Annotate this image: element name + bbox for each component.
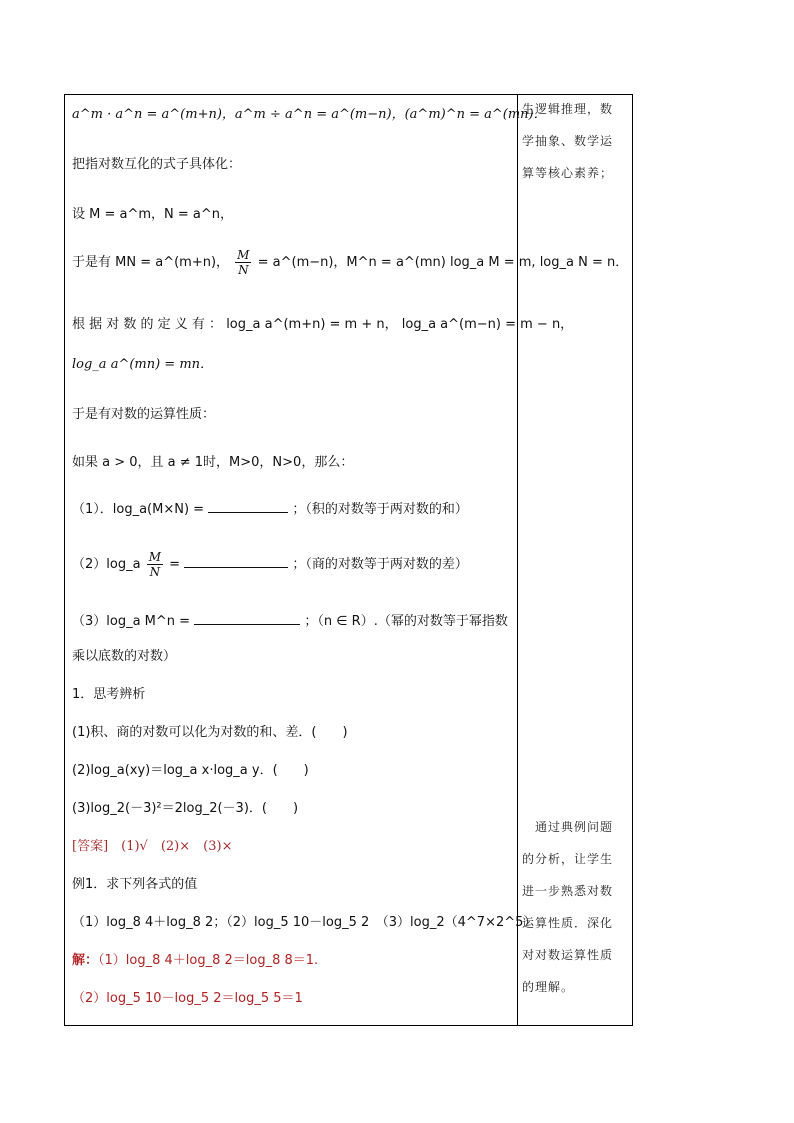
property-2 [72,550,468,579]
fraction-denominator: N [238,263,249,277]
solution-line-1 [72,952,318,970]
fraction-denominator-2: N [149,565,161,579]
column-divider [517,94,518,1026]
concretize-heading: 把指对数互化的式子具体化： [72,157,242,172]
side-note-line: 对对数运算性质 [522,948,614,962]
property-2-eq: = [169,557,181,572]
let-statement: 设 M = a^m，N = a^n， [72,207,234,222]
fill-blank-3[interactable] [194,612,300,625]
think-item-3: (3)log_2(－3)²＝2log_2(－3)．( ) [72,801,299,816]
property-3 [72,612,508,631]
fraction-m-over-n [235,248,251,277]
think-item-2: (2)log_a(xy)＝log_a x·log_a y．( ) [72,763,309,778]
property-2-suffix: ；（商的对数等于两对数的差） [292,557,468,572]
answer-line: [答案] (1)√ (2)× (3)× [72,839,233,854]
solution-1-text: （1）log_8 4＋log_8 2＝log_8 8＝1. [98,953,319,968]
property-3-suffix: ；（n ∈ R）.（幂的对数等于幂指数 [304,614,508,629]
fraction-m-over-n-2 [147,550,163,579]
exponent-rules: a^m · a^n = a^(m+n)，a^m ÷ a^n = a^(m−n)，(a^m)^n = a^(mn)． [72,107,547,122]
solution-label: 解： [72,953,99,968]
think-title: 1．思考辨析 [72,687,146,702]
solution-line-2: （2）log_5 10－log_5 2＝log_5 5＝1 [72,991,303,1006]
property-1-suffix: ；（积的对数等于两对数的和） [292,502,468,517]
fraction-numerator-2: M [148,550,161,564]
property-3-cont: 乘以底数的对数） [72,649,177,664]
definition-statement: 根 据 对 数 的 定 义 有 ： log_a a^(m+n) = m + n， log_a a^(m−n) = m − n， [72,317,574,332]
thus-suffix: = a^(m−n)，M^n = a^(mn) log_a M = m, log_a N = n． [257,255,629,270]
side-note-line: 运算性质．深化 [522,916,614,930]
condition-statement: 如果 a > 0，且 a ≠ 1时，M>0，N>0，那么： [72,455,354,470]
fill-blank-1[interactable] [208,500,288,513]
property-2-prefix: （2）log_a [72,557,141,572]
example-title: 例1．求下列各式的值 [72,877,198,892]
fraction-numerator: M [237,248,250,262]
side-note-line: 的理解。 [522,980,575,994]
properties-heading: 于是有对数的运算性质： [72,407,216,422]
side-note-line: 算等核心素养； [522,166,614,180]
side-note-line: 生逻辑推理，数 [522,102,614,116]
thus-prefix: 于是有 MN = a^(m+n)， [72,255,230,270]
property-1 [72,500,468,519]
side-note-line: 通过典例问题 [522,820,614,834]
definition-cont: log_a a^(mn) = mn． [72,357,214,372]
side-note-line: 学抽象、数学运 [522,134,614,148]
property-3-prefix: （3）log_a M^n = [72,614,191,629]
example-items: （1）log_8 4＋log_8 2；（2）log_5 10－log_5 2 （3）log_2（4^7×2^5） [72,915,537,930]
side-note-line: 进一步熟悉对数 [522,884,614,898]
side-note-line: 的分析，让学生 [522,852,614,866]
property-1-prefix: （1）．log_a(M×N) = [72,502,205,517]
fill-blank-2[interactable] [184,555,288,568]
think-item-1: (1)积、商的对数可以化为对数的和、差．( ) [72,725,348,740]
thus-statement [72,248,628,277]
